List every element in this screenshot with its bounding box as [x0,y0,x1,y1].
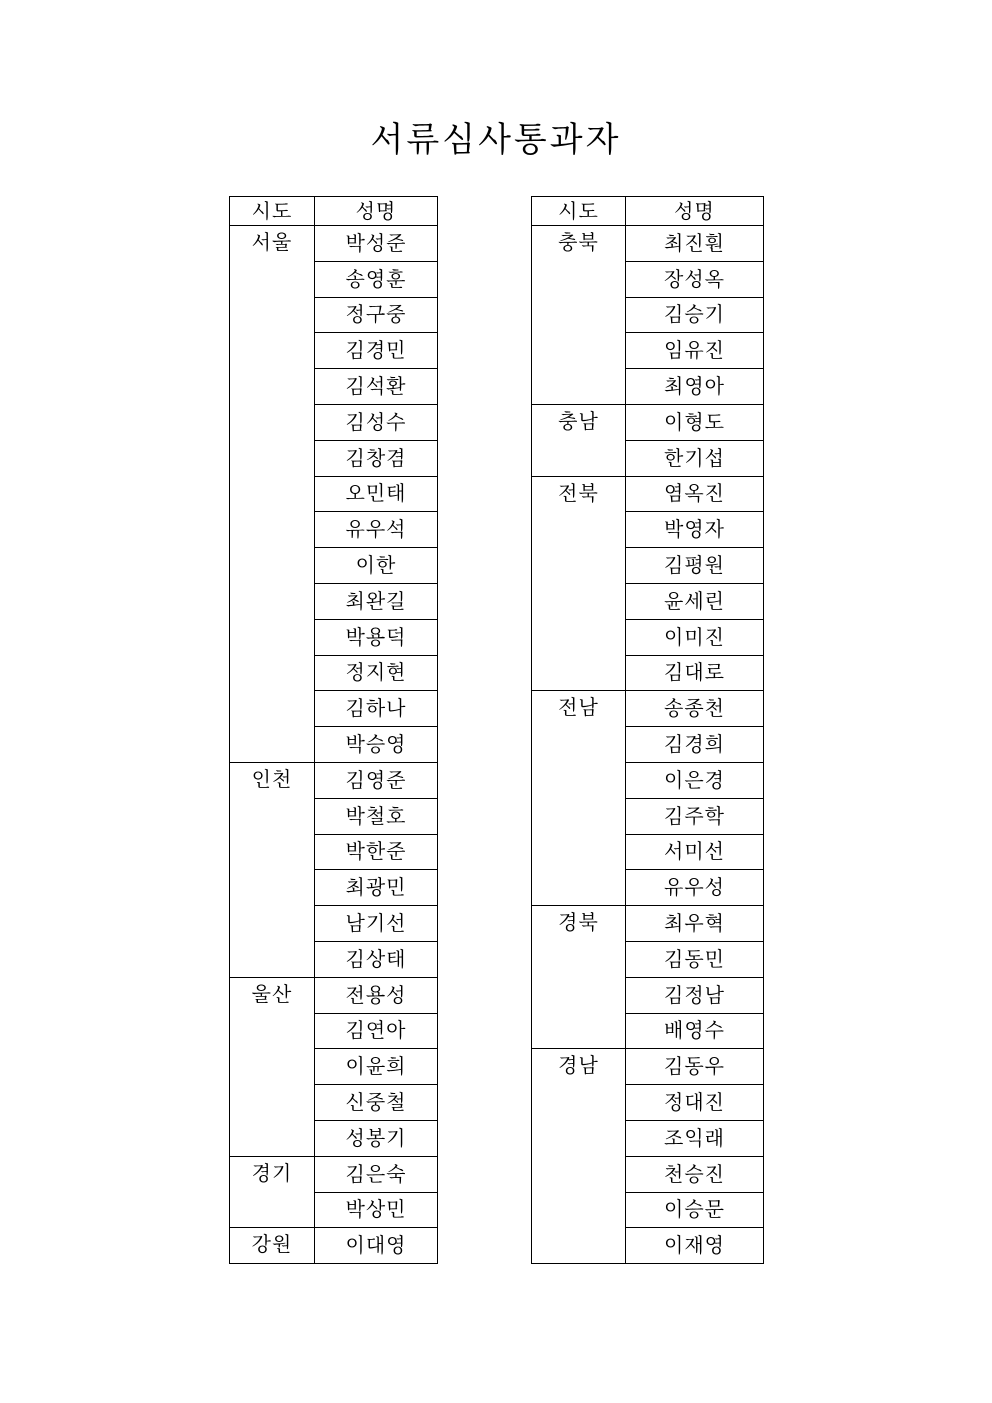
region-cell: 경기 [230,1156,315,1228]
table-row [230,1228,438,1264]
name-cell: 박철호 [315,798,438,834]
name-cell: 김하나 [315,691,438,727]
name-cell: 김성수 [315,404,438,440]
roster-body-left [230,226,438,1264]
name-cell: 김주학 [626,798,764,834]
name-cell: 성봉기 [315,1120,438,1156]
name-cell: 박승영 [315,727,438,763]
header-name: 성명 [626,197,764,226]
table-row [532,906,764,942]
name-cell: 김정남 [626,977,764,1013]
name-cell: 박상민 [315,1192,438,1228]
name-cell: 김동민 [626,941,764,977]
name-cell: 전용성 [315,977,438,1013]
name-cell: 염옥진 [626,476,764,512]
roster-table-right [531,196,764,1264]
name-cell: 천승진 [626,1156,764,1192]
name-cell: 이형도 [626,404,764,440]
name-cell: 김승기 [626,297,764,333]
header-row [532,197,764,226]
roster-table-left [229,196,438,1264]
name-cell: 김영준 [315,762,438,798]
name-cell: 한기섭 [626,440,764,476]
name-cell: 이윤희 [315,1049,438,1085]
table-row [230,762,438,798]
header-name: 성명 [315,197,438,226]
name-cell: 김경민 [315,333,438,369]
name-cell: 박한준 [315,834,438,870]
region-cell: 충남 [532,404,626,476]
name-cell: 김은숙 [315,1156,438,1192]
name-cell: 최영아 [626,369,764,405]
name-cell: 남기선 [315,906,438,942]
name-cell: 임유진 [626,333,764,369]
table-row [230,977,438,1013]
name-cell: 박영자 [626,512,764,548]
name-cell: 윤세린 [626,583,764,619]
name-cell: 정대진 [626,1085,764,1121]
name-cell: 이승문 [626,1192,764,1228]
table-row [230,226,438,262]
name-cell: 최우혁 [626,906,764,942]
header-row [230,197,438,226]
name-cell: 유우석 [315,512,438,548]
name-cell: 이한 [315,548,438,584]
table-row [532,476,764,512]
name-cell: 신중철 [315,1085,438,1121]
name-cell: 송영훈 [315,261,438,297]
name-cell: 최진훤 [626,226,764,262]
header-region: 시도 [532,197,626,226]
table-row [532,1049,764,1085]
page-title: 서류심사통과자 [370,120,622,160]
header-region: 시도 [230,197,315,226]
table-row [532,404,764,440]
region-cell: 강원 [230,1228,315,1264]
name-cell: 최광민 [315,870,438,906]
region-cell: 충북 [532,226,626,405]
region-cell: 서울 [230,226,315,763]
roster-body-right [532,226,764,1264]
table-row [532,226,764,262]
name-cell: 김상태 [315,941,438,977]
table-row [230,1156,438,1192]
name-cell: 조익래 [626,1120,764,1156]
name-cell: 정구중 [315,297,438,333]
region-cell: 경북 [532,906,626,1049]
name-cell: 이미진 [626,619,764,655]
name-cell: 박용덕 [315,619,438,655]
name-cell: 이재영 [626,1228,764,1264]
name-cell: 김연아 [315,1013,438,1049]
name-cell: 김동우 [626,1049,764,1085]
name-cell: 김창겸 [315,440,438,476]
name-cell: 김평원 [626,548,764,584]
name-cell: 오민태 [315,476,438,512]
name-cell: 장성옥 [626,261,764,297]
name-cell: 이대영 [315,1228,438,1264]
name-cell: 배영수 [626,1013,764,1049]
region-cell: 울산 [230,977,315,1156]
name-cell: 최완길 [315,583,438,619]
region-cell: 전남 [532,691,626,906]
name-cell: 정지현 [315,655,438,691]
table-row [532,691,764,727]
name-cell: 유우성 [626,870,764,906]
name-cell: 김대로 [626,655,764,691]
name-cell: 김석환 [315,369,438,405]
name-cell: 송종천 [626,691,764,727]
name-cell: 박성준 [315,226,438,262]
region-cell: 경남 [532,1049,626,1264]
region-cell: 전북 [532,476,626,691]
name-cell: 김경희 [626,727,764,763]
name-cell: 이은경 [626,762,764,798]
name-cell: 서미선 [626,834,764,870]
region-cell: 인천 [230,762,315,977]
